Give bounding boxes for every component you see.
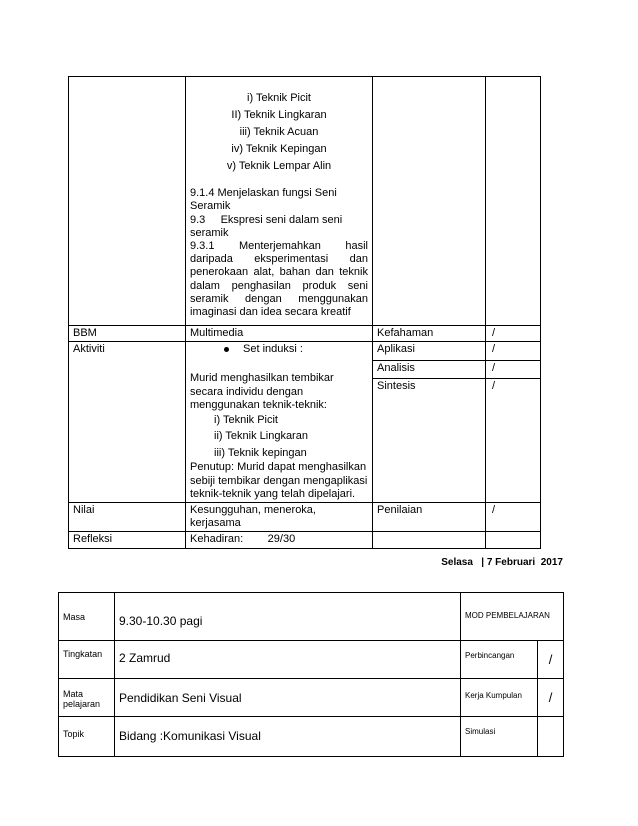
assess-kefahaman-mark: / [486, 326, 541, 342]
assess-sintesis-mark: / [486, 379, 541, 503]
nilai-row [69, 503, 541, 532]
mata-pelajaran-row [59, 679, 564, 717]
refleksi-row [69, 532, 541, 548]
objectives-empty-cell [69, 77, 186, 326]
refleksi-empty-cell [373, 532, 486, 548]
bbm-label: BBM [69, 326, 186, 342]
bullet-icon [224, 347, 229, 352]
activity-sub-list [190, 412, 368, 462]
aktiviti-row [69, 342, 541, 360]
standard-914: 9.1.4 Menjelaskan fungsi Seni Seramik [190, 187, 337, 213]
set-induksi-text: Set induksi : [243, 343, 303, 356]
bbm-row [69, 326, 541, 342]
aktiviti-cell [186, 342, 373, 503]
bbm-value: Multimedia [186, 326, 373, 342]
assess-aplikasi-mark: / [486, 342, 541, 360]
masa-row [59, 593, 564, 641]
objectives-cell [186, 77, 373, 326]
lesson-plan-table [68, 76, 541, 549]
refleksi-value: Kehadiran: 29/30 [186, 532, 373, 548]
tingkatan-label: Tingkatan [59, 641, 115, 679]
lesson-header-table [58, 592, 564, 757]
technique-list [190, 90, 368, 175]
masa-label: Masa [59, 593, 115, 641]
tingkatan-value: 2 Zamrud [115, 641, 461, 679]
assess-sintesis: Sintesis [373, 379, 486, 503]
assess-penilaian: Penilaian [373, 503, 486, 532]
mode-kerja-kumpulan-mark: / [538, 679, 564, 717]
standard-931: 9.3.1 Menterjemahkan hasil daripada eksperimentasi dan penerokaan alat, bahan dan teknik dalam penghasilan produk seni seramik dengan menggunakan imaginasi dan idea secara kreatif [190, 239, 368, 318]
technique-item: iii) Teknik Acuan [239, 126, 319, 139]
assess-analisis-mark: / [486, 360, 541, 378]
technique-item: i) Teknik Picit [247, 92, 311, 104]
objectives-row [69, 77, 541, 326]
activity-sub-item: i) Teknik Picit [214, 413, 278, 426]
mode-simulasi: Simulasi [461, 717, 538, 757]
objectives-empty-cell [373, 77, 486, 326]
technique-item: II) Teknik Lingkaran [231, 109, 327, 122]
standard-93: 9.3 Ekspresi seni dalam seni seramik [190, 213, 346, 239]
mata-pelajaran-label: Mata pelajaran [59, 679, 115, 717]
mode-simulasi-mark [538, 717, 564, 757]
technique-item: v) Teknik Lempar Alin [226, 160, 332, 173]
assess-penilaian-mark: / [486, 503, 541, 532]
topik-value: Bidang :Komunikasi Visual [115, 717, 461, 757]
masa-value: 9.30-10.30 pagi [115, 593, 461, 641]
refleksi-label: Refleksi [69, 532, 186, 548]
mode-kerja-kumpulan: Kerja Kumpulan [461, 679, 538, 717]
topik-row [59, 717, 564, 757]
tingkatan-row [59, 641, 564, 679]
aktiviti-label: Aktiviti [69, 342, 186, 503]
mode-perbincangan-mark: / [538, 641, 564, 679]
date-line: Selasa | 7 Februari 2017 [441, 557, 563, 568]
mode-perbincangan: Perbincangan [461, 641, 538, 679]
objectives-empty-cell [486, 77, 541, 326]
refleksi-empty-cell [486, 532, 541, 548]
technique-item: iv) Teknik Kepingan [231, 143, 327, 156]
assess-aplikasi: Aplikasi [373, 342, 486, 360]
assess-kefahaman: Kefahaman [373, 326, 486, 342]
mata-pelajaran-value: Pendidikan Seni Visual [115, 679, 461, 717]
activity-closing: Penutup: Murid dapat menghasilkan sebiji tembikar dengan mengaplikasi teknik-teknik yang telah dipelajari. [190, 461, 368, 500]
activity-body: Murid menghasilkan tembikar secara individu dengan menggunakan teknik-teknik: [190, 372, 334, 411]
activity-sub-item: ii) Teknik Lingkaran [214, 430, 308, 443]
nilai-label: Nilai [69, 503, 186, 532]
assess-analisis: Analisis [373, 360, 486, 378]
activity-sub-item: iii) Teknik kepingan [214, 446, 307, 459]
topik-label: Topik [59, 717, 115, 757]
mod-pembelajaran-header: MOD PEMBELAJARAN [461, 593, 564, 641]
nilai-value: Kesungguhan, meneroka, kerjasama [186, 503, 373, 532]
set-induksi-bullet [190, 343, 368, 356]
